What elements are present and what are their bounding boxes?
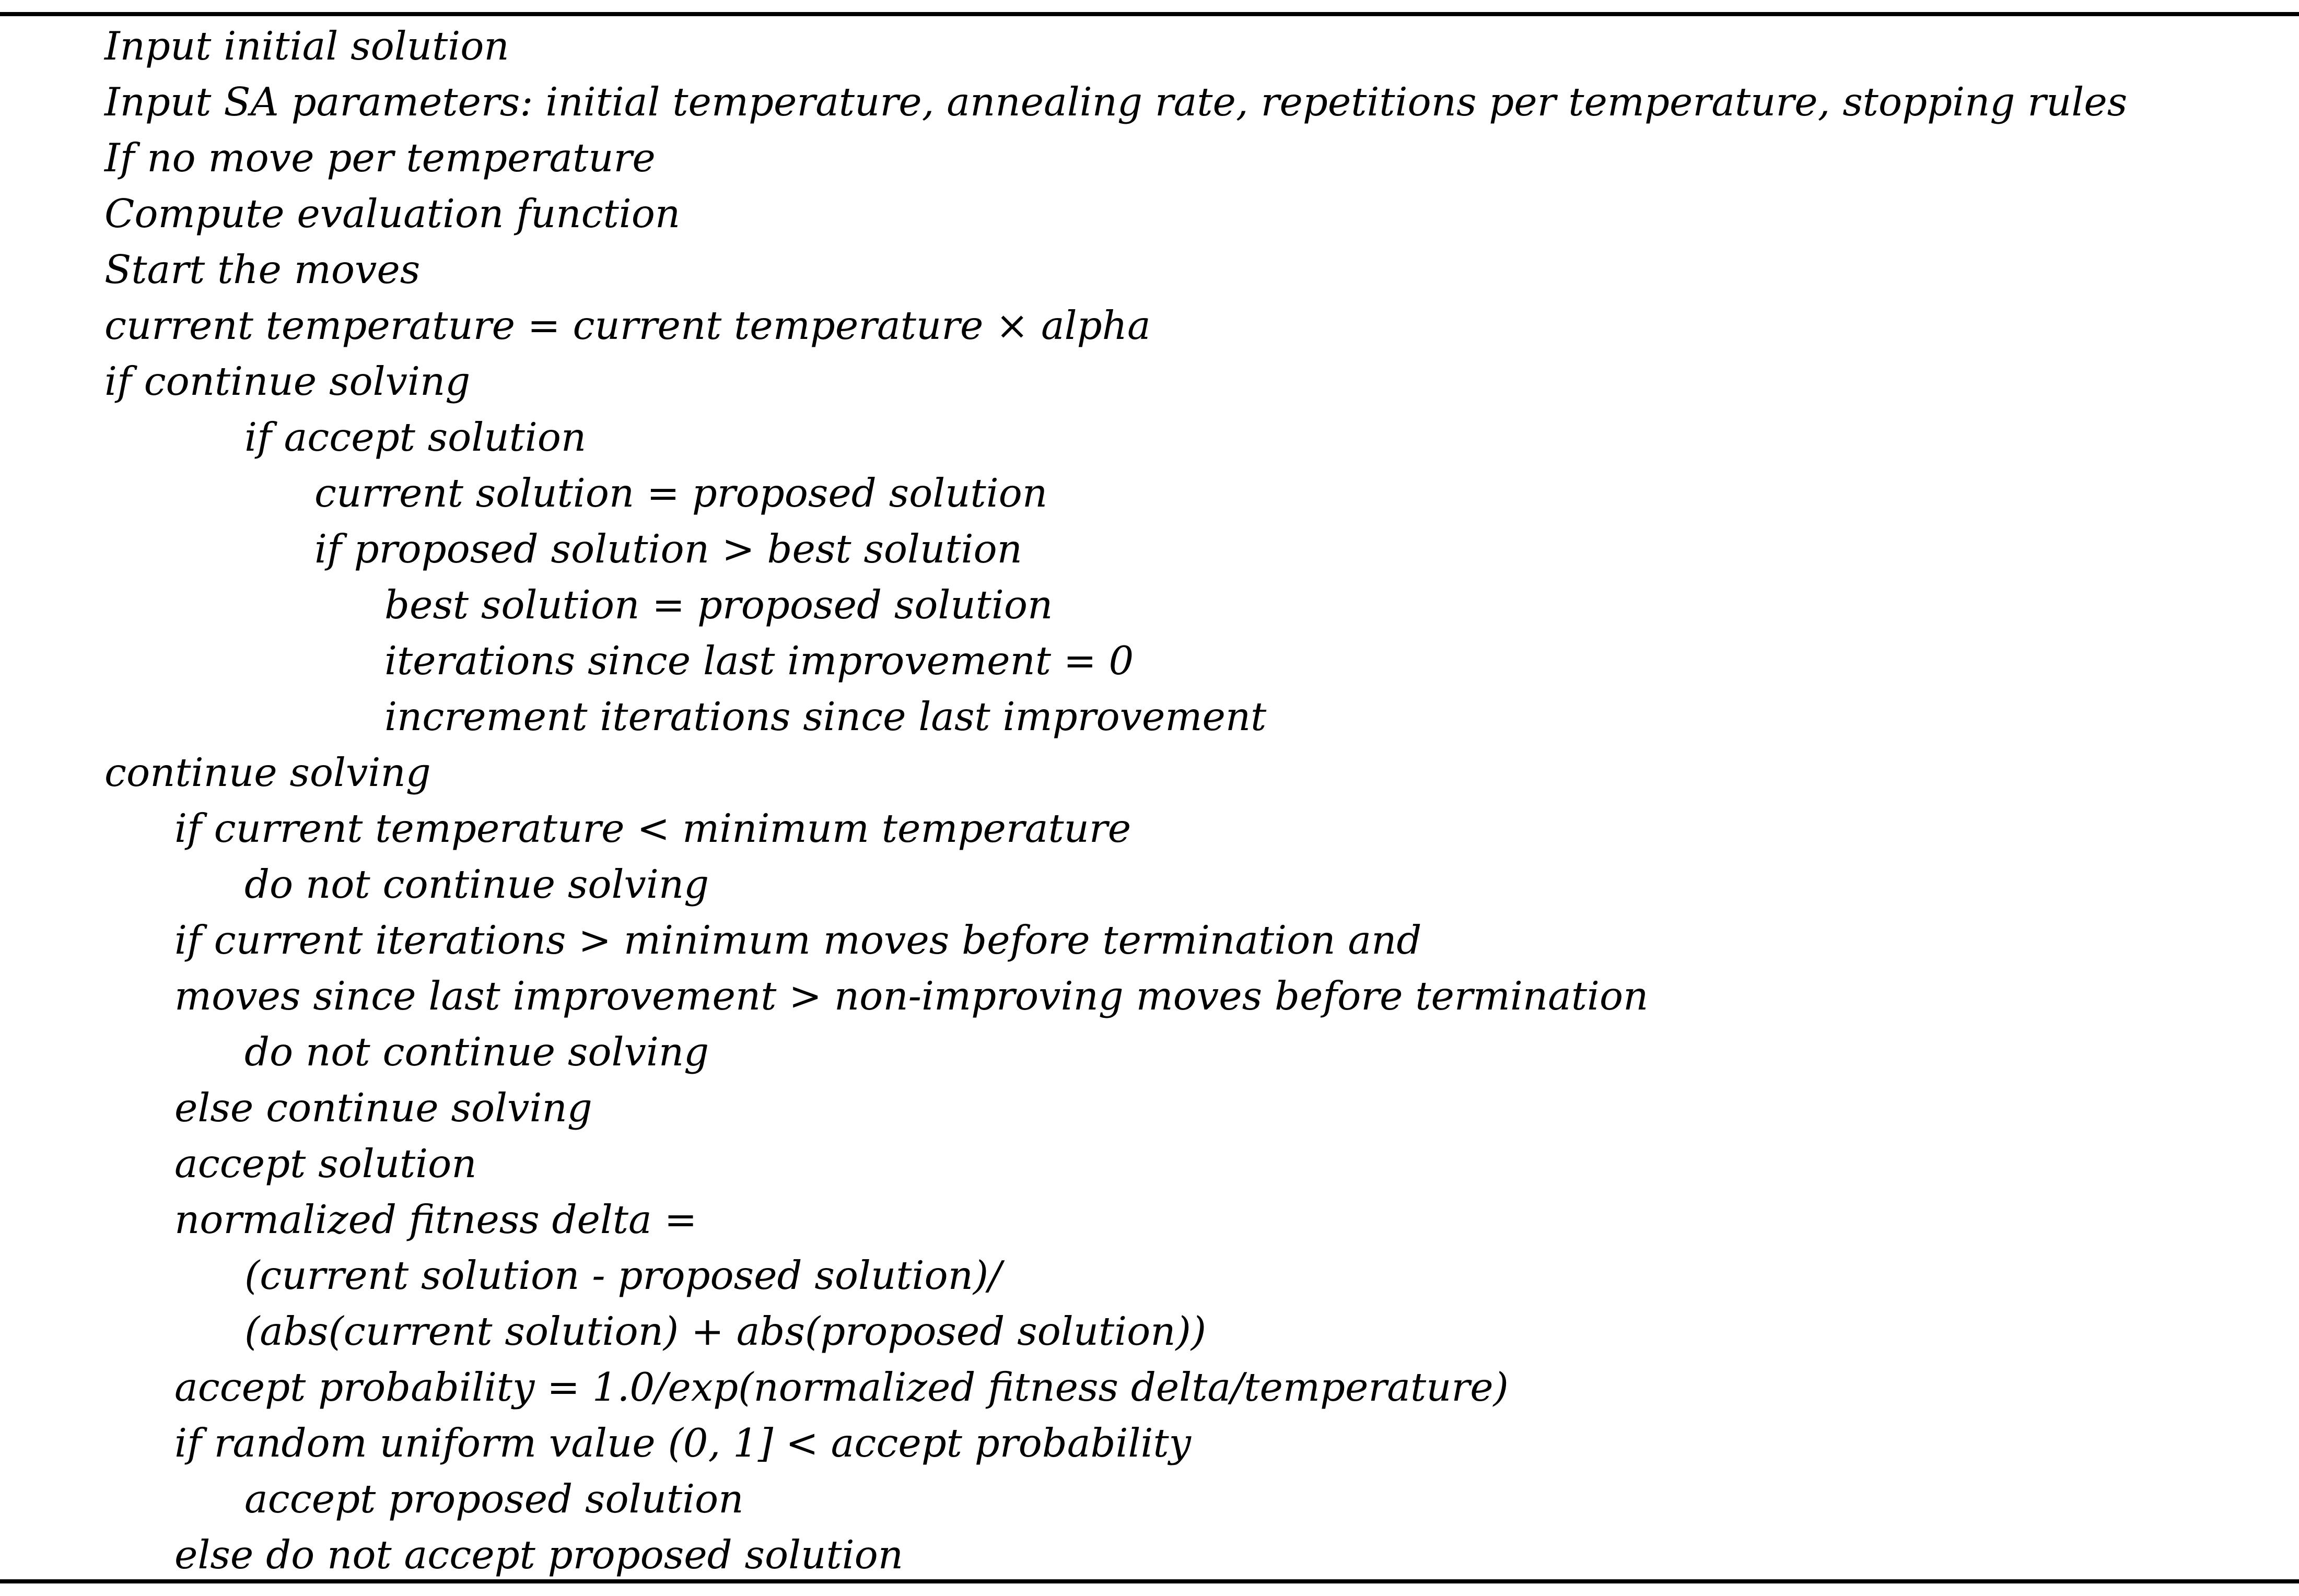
top-rule bbox=[0, 12, 2299, 16]
algorithm-line: accept solution bbox=[174, 1141, 477, 1187]
algorithm-line: if current temperature < minimum temperature bbox=[174, 805, 1131, 851]
algorithm-line: accept probability = 1.0/exp(normalized fitness delta/temperature) bbox=[174, 1364, 1509, 1410]
algorithm-line: if proposed solution > best solution bbox=[314, 526, 1022, 572]
algorithm-line: do not continue solving bbox=[244, 861, 709, 907]
algorithm-line: current temperature = current temperature × alpha bbox=[104, 302, 1151, 348]
algorithm-listing bbox=[0, 18, 2299, 1583]
algorithm-line: if continue solving bbox=[104, 358, 471, 404]
algorithm-line: increment iterations since last improvement bbox=[384, 694, 1267, 740]
algorithm-line: Input SA parameters: initial temperature, annealing rate, repetitions per temperature, stopping rules bbox=[104, 79, 2128, 125]
algorithm-line: Compute evaluation function bbox=[104, 191, 681, 237]
algorithm-line: else continue solving bbox=[174, 1085, 592, 1131]
algorithm-line: moves since last improvement > non-improving moves before termination bbox=[174, 973, 1649, 1019]
algorithm-line: best solution = proposed solution bbox=[384, 582, 1053, 628]
algorithm-line: if accept solution bbox=[244, 414, 587, 460]
algorithm-line: accept proposed solution bbox=[244, 1476, 744, 1522]
algorithm-line: current solution = proposed solution bbox=[314, 470, 1048, 516]
algorithm-line: continue solving bbox=[104, 749, 431, 795]
algorithm-line: normalized fitness delta = bbox=[174, 1196, 697, 1242]
algorithm-line: if random uniform value (0, 1] < accept probability bbox=[174, 1420, 1191, 1466]
algorithm-line: iterations since last improvement = 0 bbox=[384, 638, 1134, 684]
algorithm-line: Input initial solution bbox=[104, 23, 509, 69]
algorithm-line: Start the moves bbox=[104, 247, 421, 292]
algorithm-line: else do not accept proposed solution bbox=[174, 1532, 904, 1578]
algorithm-line: if current iterations > minimum moves before termination and bbox=[174, 917, 1422, 963]
algorithm-line: (current solution - proposed solution)/ bbox=[244, 1252, 1002, 1298]
bottom-rule bbox=[0, 1579, 2299, 1583]
algorithm-line: If no move per temperature bbox=[104, 135, 656, 181]
algorithm-line: do not continue solving bbox=[244, 1029, 709, 1075]
algorithm-line: (abs(current solution) + abs(proposed solution)) bbox=[244, 1308, 1207, 1354]
